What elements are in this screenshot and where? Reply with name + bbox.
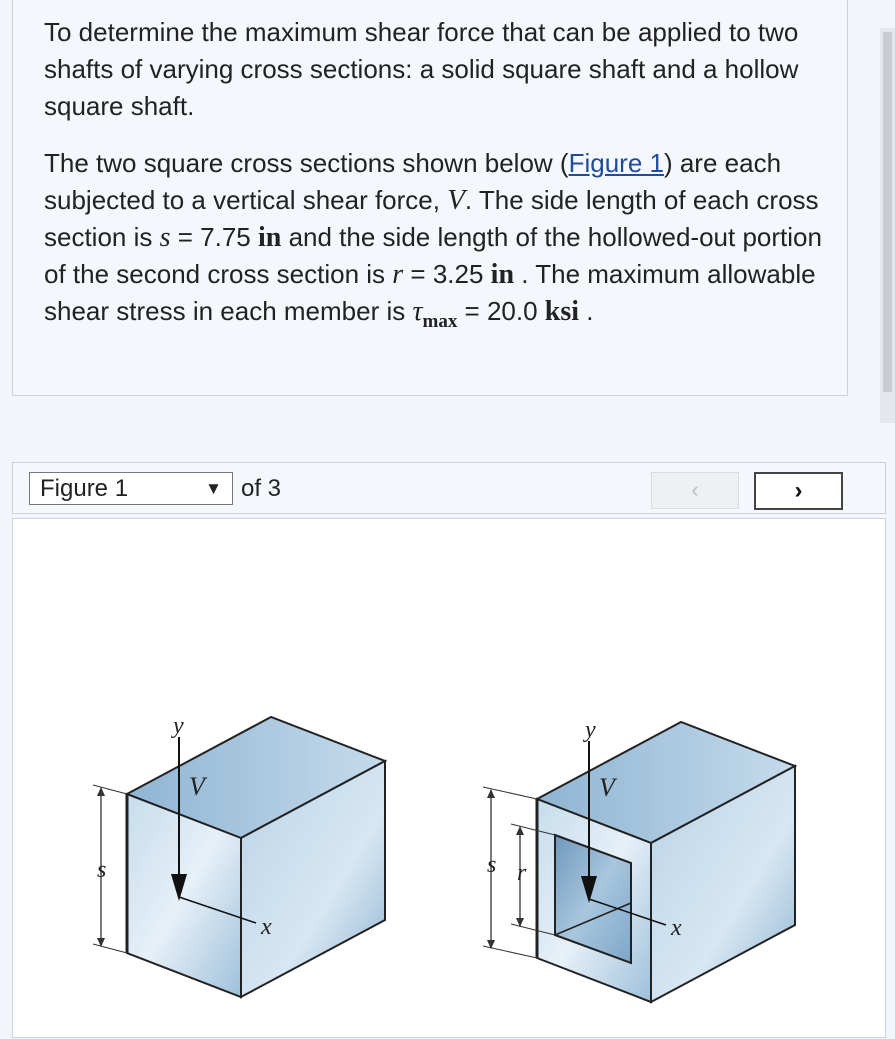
problem-details [44, 145, 834, 340]
dropdown-arrow-icon: ▼ [205, 479, 222, 498]
left-shear-force-label: V [189, 772, 205, 801]
tau-letter: τ [412, 296, 423, 327]
figure-select[interactable] [29, 472, 233, 505]
text-segment: and the side length of the hollowed-out portion of the second cross section is [44, 222, 822, 289]
right-hollow-length-label: r [517, 860, 527, 886]
hollow-square-shaft [483, 722, 795, 1002]
left-x-axis-label: x [261, 914, 272, 940]
right-shear-force-label: V [599, 773, 615, 802]
shear-force-symbol: V [447, 184, 465, 216]
figure-1-link[interactable]: Figure 1 [568, 148, 664, 178]
tau-symbol [412, 296, 458, 332]
hollow-length-symbol: r [392, 259, 404, 290]
figure-select-value: Figure 1 [40, 475, 129, 502]
figure-toolbar [12, 462, 886, 514]
text-segment: The two square cross sections shown below ( [44, 148, 569, 178]
previous-figure-button[interactable]: ‹ [651, 472, 739, 509]
hollow-length-value: = 3.25 [403, 259, 491, 289]
right-x-axis-label: x [671, 915, 682, 941]
tau-unit: ksi [544, 296, 580, 327]
next-figure-button[interactable]: › [754, 472, 843, 510]
tau-subscript: max [422, 311, 458, 332]
problem-text [44, 14, 834, 360]
right-y-axis-label: y [585, 717, 596, 743]
solid-square-shaft [93, 717, 385, 997]
left-y-axis-label: y [173, 713, 184, 739]
left-side-length-label: s [97, 857, 107, 883]
figure-count-label: of 3 [241, 475, 282, 502]
text-segment: . [579, 296, 594, 326]
hollow-length-unit: in [490, 259, 515, 290]
tau-value: = 20.0 [457, 296, 545, 326]
text-segment: ) are each subjected to a vertical shear force, [44, 148, 782, 215]
side-length-value: = 7.75 [170, 222, 258, 252]
cross-sections-figure [13, 519, 885, 1039]
scrollbar-thumb[interactable] [883, 32, 892, 392]
scrollbar[interactable] [880, 28, 895, 423]
text-segment: . The maximum allowable shear stress in each member is [44, 259, 816, 326]
side-length-unit: in [257, 222, 282, 253]
text-segment: . The side length of each cross section is [44, 185, 819, 252]
problem-intro: To determine the maximum shear force that can be applied to two shafts of varying cross sections: a solid square shaft and a hollow square shaft. [44, 17, 799, 121]
figure-panel [12, 518, 886, 1038]
right-side-length-label: s [487, 852, 497, 878]
side-length-symbol: s [159, 222, 171, 253]
